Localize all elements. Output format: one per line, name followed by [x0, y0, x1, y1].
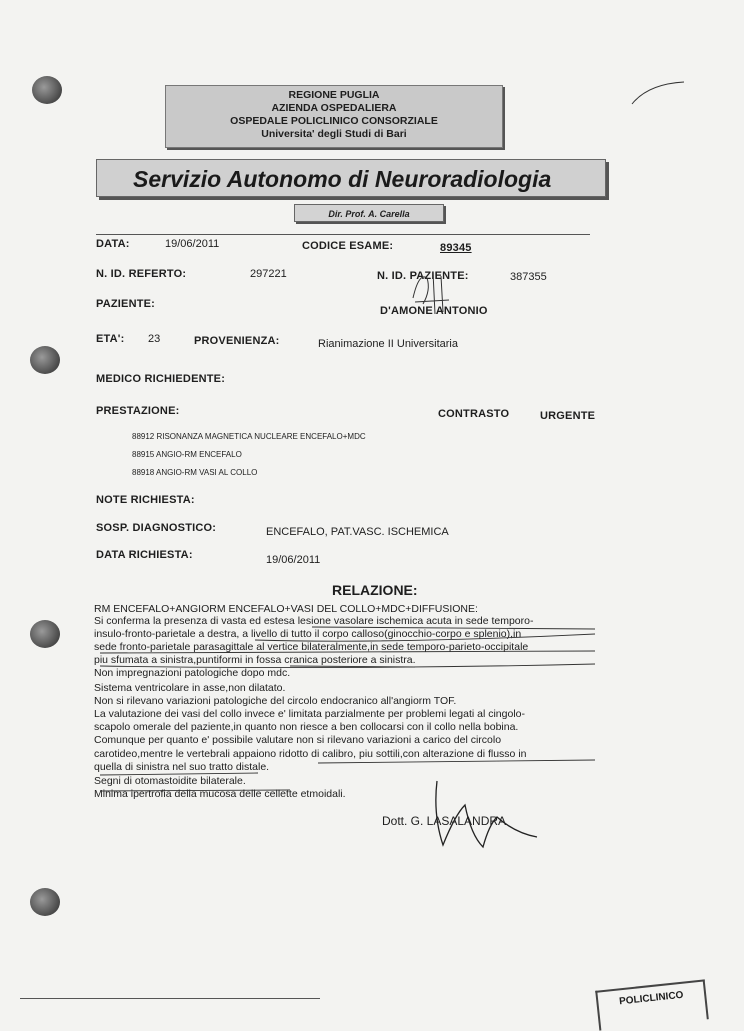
relazione-line: Sistema ventricolare in asse,non dilatato. — [94, 682, 286, 694]
data-richiesta-label: DATA RICHIESTA: — [96, 549, 193, 561]
paziente-id-label: N. ID. PAZIENTE: — [377, 270, 469, 282]
data-value: 19/06/2011 — [165, 238, 220, 250]
relazione-line: quella di sinistra nel suo tratto distale. — [94, 761, 270, 773]
referto-value: 297221 — [250, 268, 287, 280]
relazione-line: Minima ipertrofia della mucosa delle cellette etmoidali. — [94, 788, 346, 800]
prestazione-item-2: 88915 ANGIO-RM ENCEFALO — [132, 450, 242, 459]
paziente-value: D'AMONE ANTONIO — [380, 305, 488, 317]
relazione-line: Non si rilevano variazioni patologiche del circolo endocranico all'angiorm TOF. — [94, 695, 457, 707]
header-line-region: REGIONE PUGLIA — [288, 89, 380, 101]
relazione-line: scapolo omerale del paziente,in quanto non riesce a ben collocarsi con il collo nella bobina. — [94, 721, 519, 733]
provenienza-value: Rianimazione II Universitaria — [318, 338, 458, 350]
eta-label: ETA': — [96, 333, 125, 345]
punch-hole-3 — [30, 620, 60, 648]
contrasto-label: CONTRASTO — [438, 408, 510, 420]
relazione-line: Segni di otomastoidite bilaterale. — [94, 775, 246, 787]
provenienza-label: PROVENIENZA: — [194, 335, 280, 347]
punch-hole-4 — [30, 888, 60, 916]
codice-label: CODICE ESAME: — [302, 240, 394, 252]
relazione-line: RM ENCEFALO+ANGIORM ENCEFALO+VASI DEL COLLO+MDC+DIFFUSIONE: — [94, 603, 478, 615]
hospital-header — [165, 85, 503, 148]
relazione-line: piu sfumata a sinistra,puntiformi in fossa cranica posteriore a sinistra. — [94, 654, 416, 666]
relazione-line: Non impregnazioni patologiche dopo mdc. — [94, 667, 291, 679]
relazione-line: sede fronto-parietale parasagittale al vertice bilateralmente,in sede temporo-parieto-occipitale — [94, 641, 529, 653]
data-richiesta-value: 19/06/2011 — [266, 554, 321, 566]
note-label: NOTE RICHIESTA: — [96, 494, 195, 506]
data-label: DATA: — [96, 238, 130, 250]
prestazione-item-1: 88912 RISONANZA MAGNETICA NUCLEARE ENCEFALO+MDC — [132, 432, 366, 441]
top-rule — [96, 234, 590, 235]
policlinico-stamp: POLICLINICO — [595, 979, 709, 1030]
sosp-label: SOSP. DIAGNOSTICO: — [96, 522, 217, 534]
paziente-id-value: 387355 — [510, 271, 547, 283]
relazione-line: La valutazione dei vasi del collo invece e' limitata parzialmente per problemi legati al cingolo- — [94, 708, 525, 720]
signature-text: Dott. G. LASALANDRA — [382, 814, 507, 828]
eta-value: 23 — [148, 333, 161, 345]
relazione-line: Si conferma la presenza di vasta ed estesa lesione vasolare ischemica acuta in sede temporo- — [94, 615, 534, 627]
service-title: Servizio Autonomo di Neuroradiologia — [96, 159, 606, 197]
header-line-universita: Universita' degli Studi di Bari — [261, 128, 407, 140]
director-label: Dir. Prof. A. Carella — [294, 204, 444, 222]
relazione-line: insulo-fronto-parietale a destra, a livello di tutto il corpo calloso(ginocchio-corpo e splenio),in — [94, 628, 522, 640]
prestazione-label: PRESTAZIONE: — [96, 405, 180, 417]
punch-hole-1 — [32, 76, 62, 104]
handwritten-signature — [425, 775, 545, 855]
prestazione-item-3: 88918 ANGIO-RM VASI AL COLLO — [132, 468, 258, 477]
urgente-label: URGENTE — [540, 410, 596, 422]
header-line-azienda: AZIENDA OSPEDALIERA — [271, 102, 397, 114]
codice-value: 89345 — [440, 242, 472, 254]
paziente-label: PAZIENTE: — [96, 298, 156, 310]
header-line-ospedale: OSPEDALE POLICLINICO CONSORZIALE — [230, 115, 438, 127]
bottom-rule — [20, 998, 320, 999]
punch-hole-2 — [30, 346, 60, 374]
medico-label: MEDICO RICHIEDENTE: — [96, 373, 226, 385]
referto-label: N. ID. REFERTO: — [96, 268, 187, 280]
relazione-line: Comunque per quanto e' possibile valutare non si rilevano variazioni a carico del circolo — [94, 734, 502, 746]
pen-mark — [628, 78, 688, 108]
relazione-line: carotideo,mentre le vertebrali appaiono ridotto di calibro, piu sottili,con alterazione di flusso in — [94, 748, 527, 760]
relazione-title: RELAZIONE: — [332, 582, 418, 598]
sosp-value: ENCEFALO, PAT.VASC. ISCHEMICA — [266, 526, 449, 538]
